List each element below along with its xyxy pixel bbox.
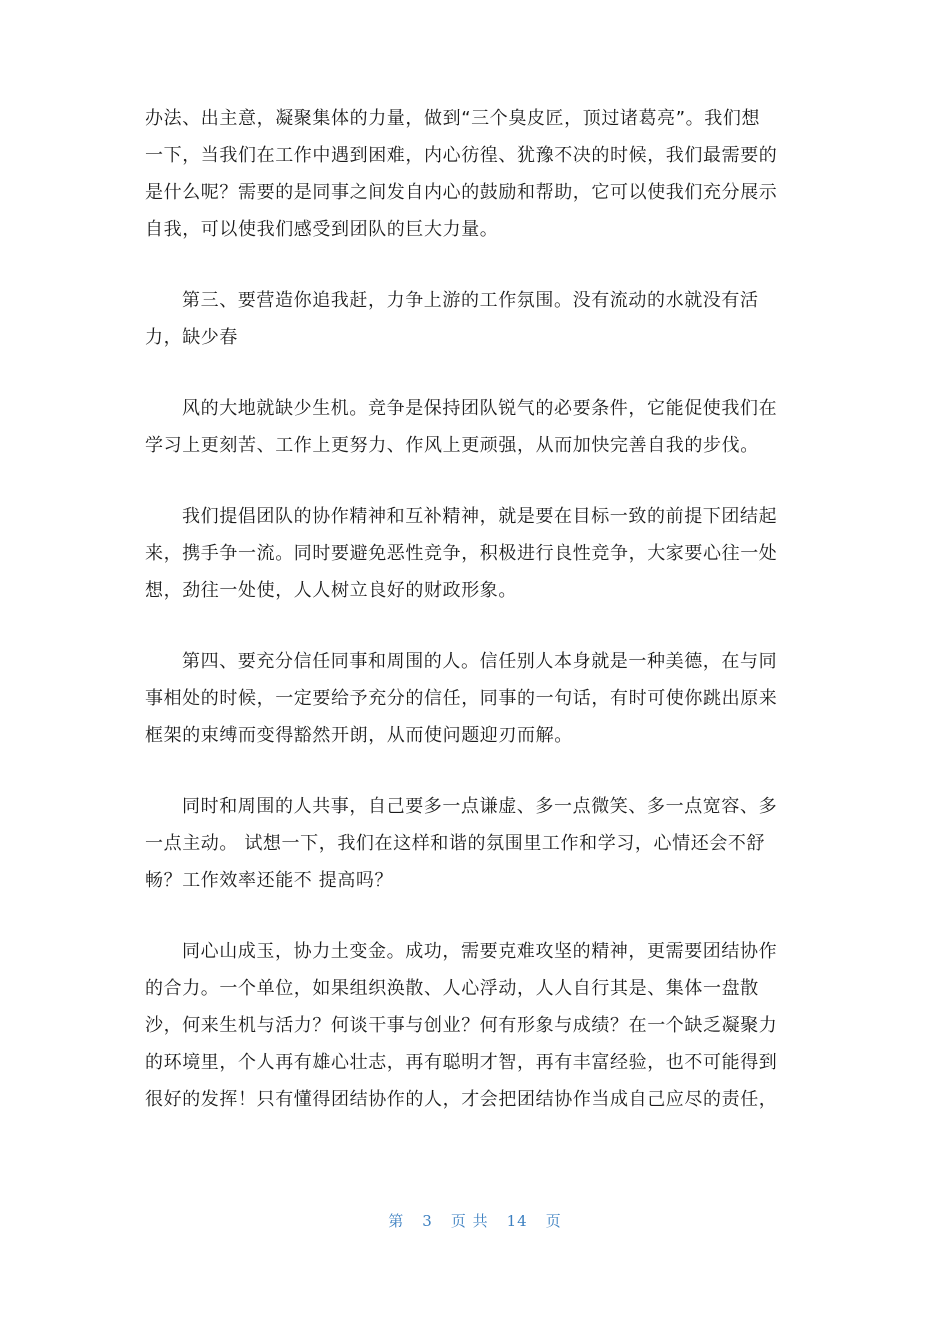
paragraph (145, 933, 810, 1118)
paragraph (145, 788, 810, 899)
footer-current-page: 3 (422, 1212, 433, 1230)
text-line: 很好的发挥！只有懂得团结协作的人，才会把团结协作当成自己应尽的责任， (145, 1089, 778, 1110)
footer-prefix: 第 (388, 1212, 405, 1230)
footer-middle: 页 共 (450, 1212, 489, 1230)
paragraph (145, 100, 810, 248)
text-line: 办法、出主意，凝聚集体的力量，做到“三个臭皮匠，顶过诸葛亮”。我们想 (145, 108, 761, 129)
text-line: 事相处的时候，一定要给予充分的信任，同事的一句话，有时可使你跳出原来 (145, 688, 778, 709)
text-line: 第四、要充分信任同事和周围的人。信任别人本身就是一种美德，在与同 (182, 651, 778, 672)
footer-total-pages: 14 (506, 1212, 528, 1230)
paragraph (145, 390, 810, 464)
text-line: 一点主动。 试想一下，我们在这样和谐的氛围里工作和学习，心情还会不舒 (145, 833, 766, 854)
text-line: 第三、要营造你追我赶，力争上游的工作氛围。没有流动的水就没有活 (182, 290, 759, 311)
page-footer (0, 1210, 950, 1231)
text-line: 来，携手争一流。同时要避免恶性竞争，积极进行良性竞争，大家要心往一处 (145, 543, 778, 564)
paragraph (145, 498, 810, 609)
document-body (145, 100, 810, 1152)
text-line: 沙，何来生机与活力？何谈干事与创业？何有形象与成绩？在一个缺乏凝聚力 (145, 1015, 778, 1036)
text-line: 风的大地就缺少生机。竞争是保持团队锐气的必要条件，它能促使我们在 (182, 398, 778, 419)
footer-suffix: 页 (545, 1212, 562, 1230)
text-line: 的环境里，个人再有雄心壮志，再有聪明才智，再有丰富经验，也不可能得到 (145, 1052, 778, 1073)
text-line: 是什么呢？需要的是同事之间发自内心的鼓励和帮助，它可以使我们充分展示 (145, 182, 778, 203)
text-line: 自我，可以使我们感受到团队的巨大力量。 (145, 219, 499, 240)
text-line: 同时和周围的人共事，自己要多一点谦虚、多一点微笑、多一点宽容、多 (182, 796, 778, 817)
paragraph (145, 282, 810, 356)
text-line: 一下，当我们在工作中遇到困难，内心彷徨、犹豫不决的时候，我们最需要的 (145, 145, 778, 166)
text-line: 的合力。一个单位，如果组织涣散、人心浮动，人人自行其是、集体一盘散 (145, 978, 759, 999)
text-line: 框架的束缚而变得豁然开朗，从而使问题迎刃而解。 (145, 725, 573, 746)
text-line: 同心山成玉，协力土变金。成功，需要克难攻坚的精神，更需要团结协作 (182, 941, 778, 962)
text-line: 力，缺少春 (145, 327, 238, 348)
paragraph (145, 643, 810, 754)
text-line: 畅？工作效率还能不 提高吗？ (145, 870, 394, 891)
text-line: 我们提倡团队的协作精神和互补精神，就是要在目标一致的前提下团结起 (182, 506, 778, 527)
text-line: 学习上更刻苦、工作上更努力、作风上更顽强，从而加快完善自我的步伐。 (145, 435, 759, 456)
text-line: 想，劲往一处使，人人树立良好的财政形象。 (145, 580, 517, 601)
